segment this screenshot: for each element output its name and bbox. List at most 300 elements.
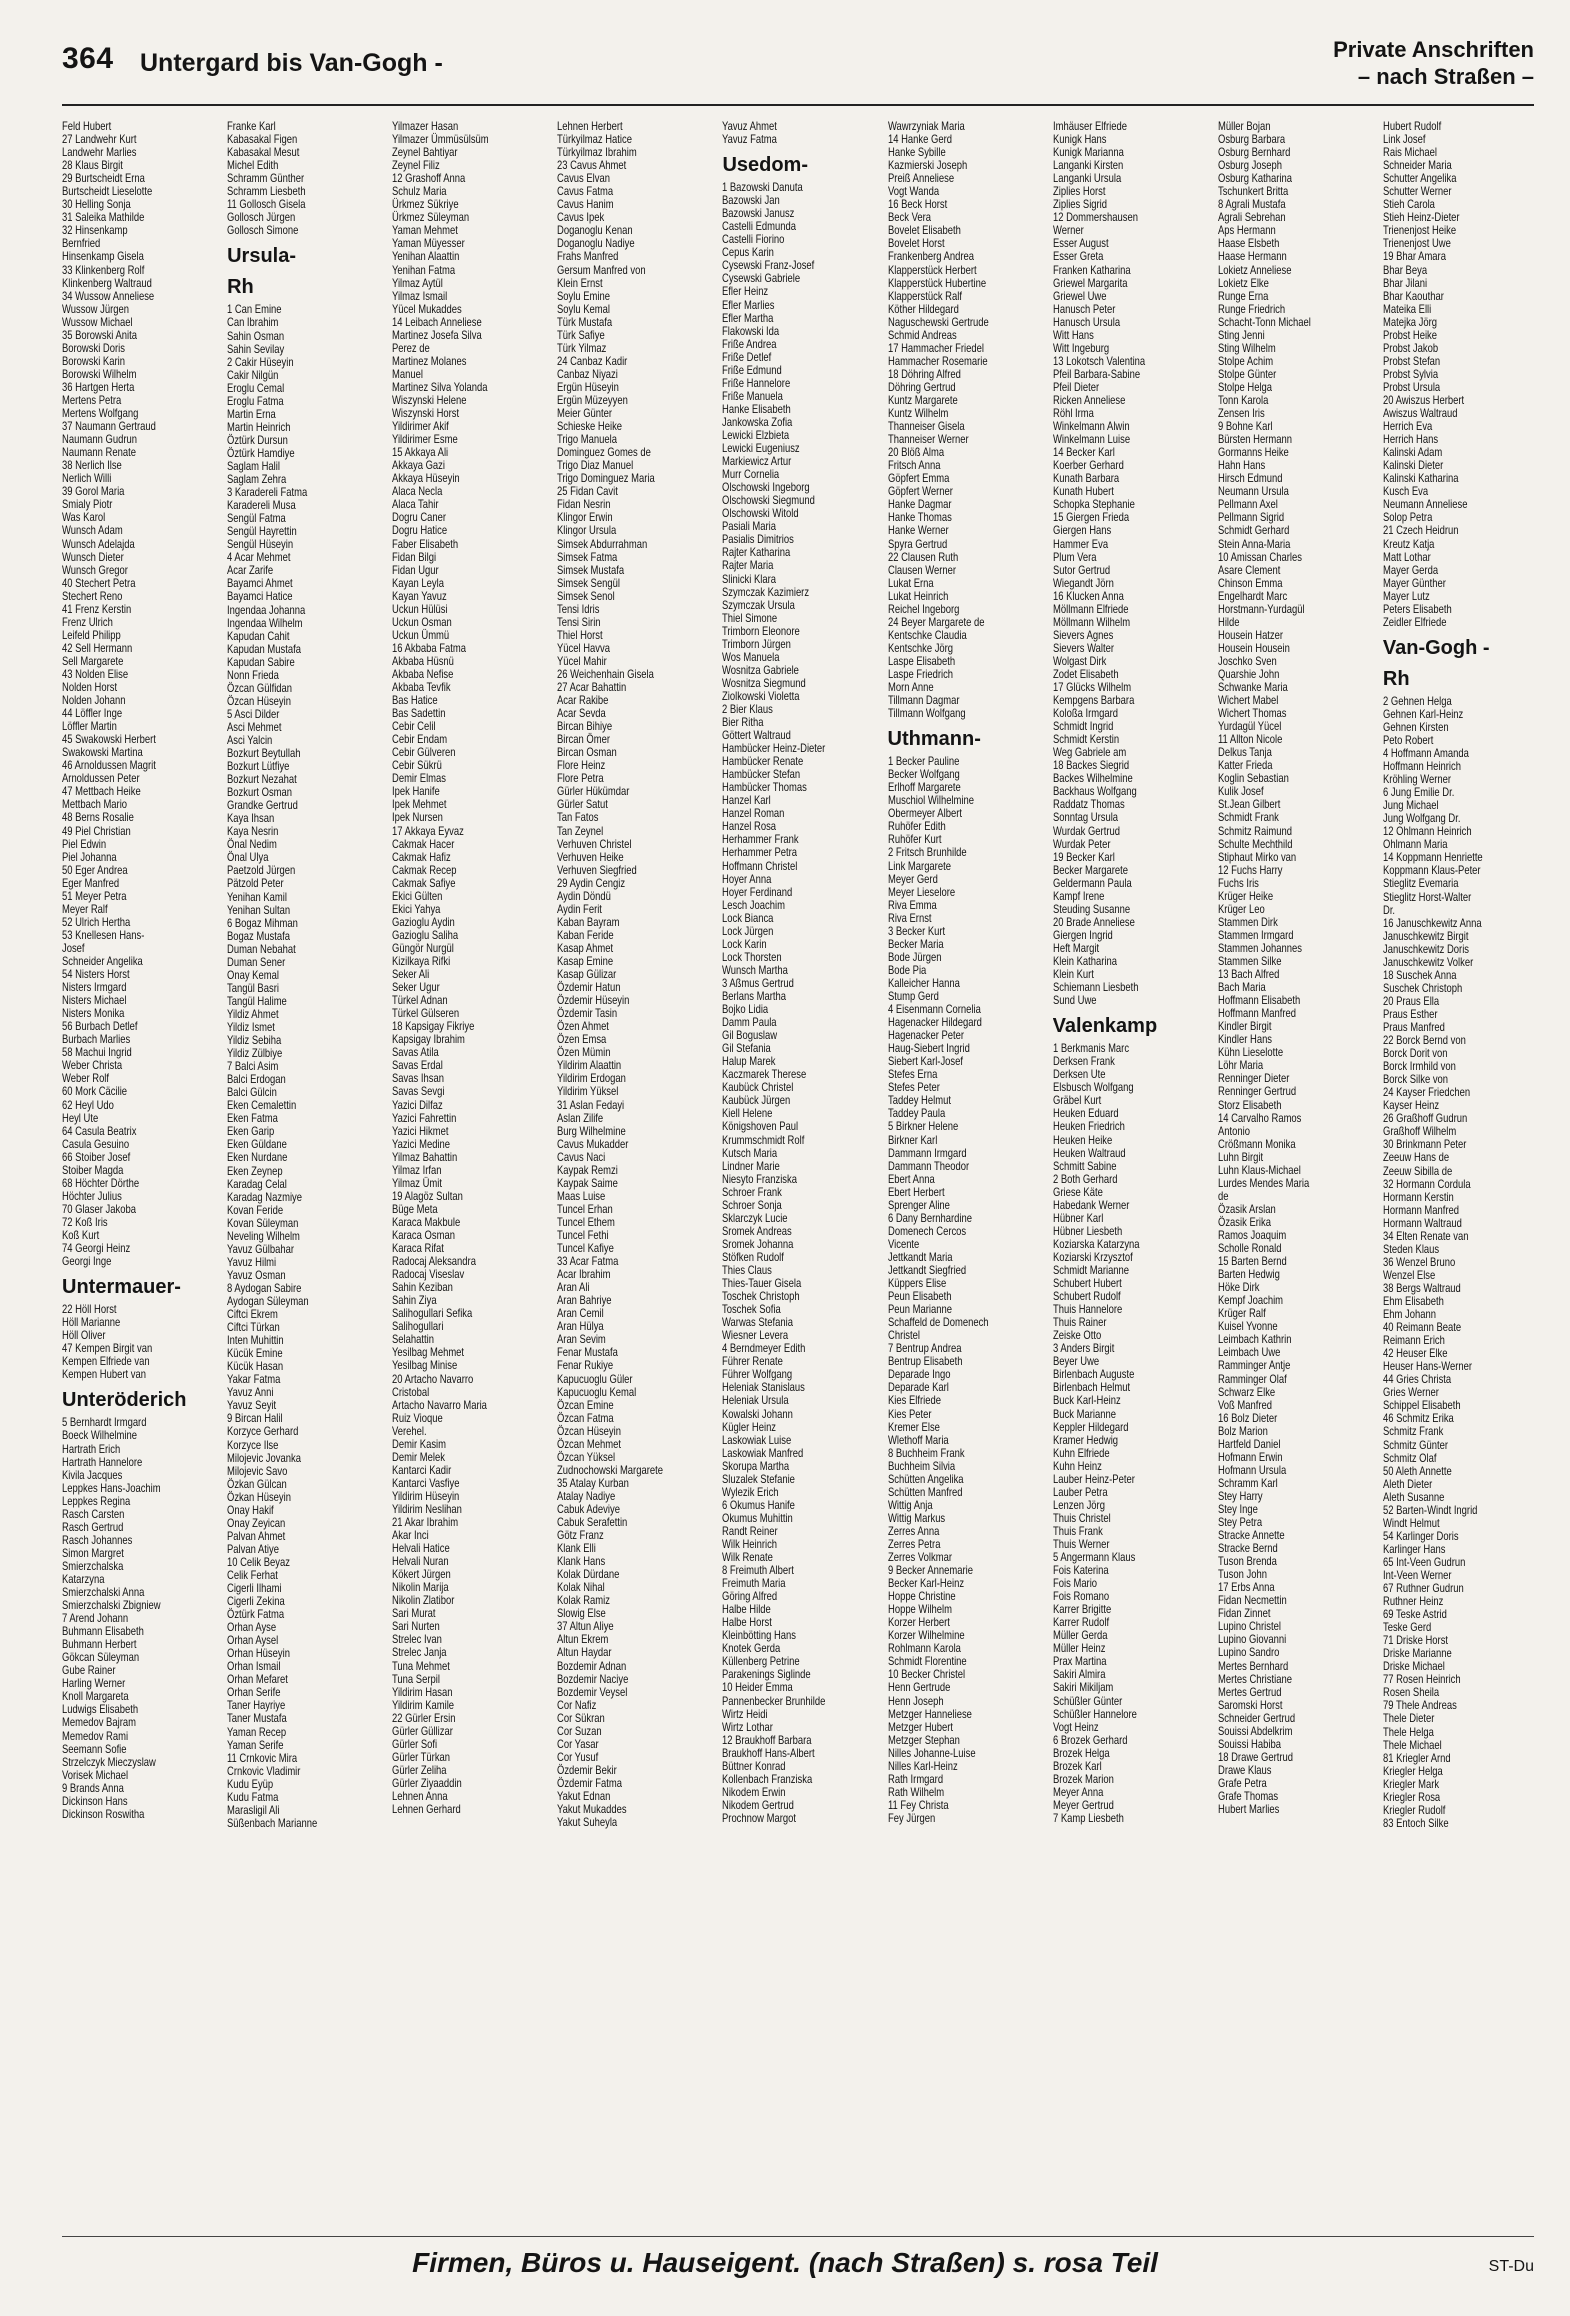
address-entry: Winkelmann Luise <box>1052 432 1130 447</box>
address-entry: Kriegler Rudolf <box>1382 1802 1446 1817</box>
address-entry: Tangül Halime <box>227 993 287 1008</box>
address-entry: Ohlmann Maria <box>1382 837 1448 852</box>
address-entry: 65 Int-Veen Gudrun <box>1382 1554 1466 1569</box>
address-entry: Ramos Joaquim <box>1217 1227 1286 1242</box>
address-entry: Yildirimer Esme <box>392 432 458 447</box>
address-entry: Cakmak Recep <box>392 862 457 877</box>
address-entry: Özdemir Hatun <box>557 980 621 995</box>
address-entry: Kuntz Margarete <box>887 392 958 407</box>
address-entry: Klapperstück Herbert <box>887 262 977 277</box>
address-entry: Kapudan Sabire <box>227 654 295 669</box>
address-entry: Acar Sevda <box>557 706 607 721</box>
address-entry: Kunigk Hans <box>1052 132 1107 147</box>
address-entry: Frankenberg Andrea <box>887 249 974 264</box>
address-entry: Stöfken Rudolf <box>722 1249 785 1264</box>
address-entry: Kampf Irene <box>1052 888 1105 903</box>
address-entry: Yildirim Erdogan <box>557 1071 627 1086</box>
address-entry: Voß Manfred <box>1217 1397 1272 1412</box>
address-entry: Wussow Michael <box>62 314 133 329</box>
address-entry: Borowski Karin <box>62 353 125 368</box>
address-entry: Memedov Rami <box>62 1728 129 1743</box>
address-entry: Nikodem Erwin <box>722 1784 786 1799</box>
address-entry: Kabasakal Figen <box>227 132 298 147</box>
address-entry: Weber Rolf <box>62 1071 110 1086</box>
address-entry: Kizilkaya Rifki <box>392 954 451 968</box>
address-entry: Kaban Bayram <box>557 914 620 929</box>
address-entry: Stey Petra <box>1217 1515 1262 1530</box>
address-entry: Klingor Erwin <box>557 510 613 525</box>
address-entry: Fenar Rukiye <box>557 1358 614 1373</box>
address-entry: Meyer Anna <box>1052 1784 1104 1799</box>
address-entry: Probst Heike <box>1382 327 1437 342</box>
address-entry: Hirsch Edmund <box>1217 471 1283 486</box>
address-entry: Kayan Yavuz <box>392 588 447 603</box>
address-entry: Kaczmarek Therese <box>722 1067 807 1082</box>
address-entry: 24 Kayser Friedchen <box>1382 1085 1470 1100</box>
address-entry: 66 Stoiber Josef <box>62 1149 131 1164</box>
address-entry: Stey Inge <box>1217 1501 1258 1516</box>
address-entry: Wiegandt Jörn <box>1052 575 1114 590</box>
address-entry: Vogt Wanda <box>887 184 939 199</box>
address-entry: Brozek Karl <box>1052 1758 1102 1773</box>
address-entry: 17 Hammacher Friedel <box>887 340 984 355</box>
address-entry: Stolpe Günter <box>1217 366 1277 381</box>
address-entry: Stefes Peter <box>887 1080 940 1095</box>
address-entry: Michel Edith <box>227 158 279 173</box>
address-entry: Lehnen Gerhard <box>392 1802 461 1817</box>
address-entry: 68 Höchter Dörthe <box>62 1175 140 1190</box>
address-entry: Karaca Osman <box>392 1227 456 1242</box>
address-entry: Öztürk Dursun <box>227 432 288 447</box>
address-entry: Friße Andrea <box>722 336 777 351</box>
address-entry: Kreutz Katja <box>1382 536 1435 551</box>
address-entry: Özcan Hüseyin <box>227 693 292 708</box>
address-entry: Skorupa Martha <box>722 1458 790 1473</box>
address-entry: Frahs Manfred <box>557 249 619 264</box>
address-entry: 48 Berns Rosalie <box>62 810 134 825</box>
address-entry: Koglin Sebastian <box>1217 771 1289 786</box>
address-entry: Bircan Osman <box>557 745 618 760</box>
address-entry: Berlans Martha <box>722 989 787 1003</box>
address-entry: Milojevic Savo <box>227 1463 288 1478</box>
address-entry: 20 Praus Ella <box>1382 993 1440 1008</box>
address-entry: Gazioglu Aydin <box>392 914 456 929</box>
address-entry: Feld Hubert <box>62 120 112 133</box>
address-entry: Yakar Fatma <box>227 1372 281 1387</box>
address-entry: Göpfert Werner <box>887 484 953 499</box>
address-entry: Henn Joseph <box>887 1693 944 1708</box>
address-entry: Sonntag Ursula <box>1052 810 1118 825</box>
address-entry: Stoiber Magda <box>62 1162 124 1177</box>
address-entry: Kantarci Vasfiye <box>392 1475 460 1490</box>
address-entry: Sromek Andreas <box>722 1223 793 1238</box>
address-entry: 17 Akkaya Eyvaz <box>392 823 465 838</box>
address-entry: Castelli Edmunda <box>722 219 797 234</box>
address-entry: Taddey Paula <box>887 1106 945 1121</box>
address-entry: Stieglitz Evemaria <box>1382 876 1459 891</box>
address-entry: 20 Artacho Navarro <box>392 1371 474 1386</box>
address-entry: Thuis Hannelore <box>1052 1302 1122 1317</box>
address-entry: Toschek Christoph <box>722 1289 801 1304</box>
address-entry: Türkel Adnan <box>392 993 448 1008</box>
address-entry: Schubert Hubert <box>1052 1276 1122 1291</box>
address-entry: Niesyto Franziska <box>722 1171 798 1186</box>
address-entry: Friße Detlef <box>722 349 772 364</box>
address-entry: Trimborn Jürgen <box>722 636 792 651</box>
address-entry: Kasap Gülizar <box>557 967 617 982</box>
address-entry: Palvan Atiye <box>227 1541 280 1556</box>
address-entry: Klank Hans <box>557 1554 606 1569</box>
address-entry: Plum Vera <box>1052 549 1097 564</box>
address-entry: 5 Angermann Klaus <box>1052 1550 1136 1565</box>
address-entry: 10 Heider Emma <box>722 1680 794 1695</box>
address-entry: Akkaya Gazi <box>392 458 446 473</box>
address-entry: Cebir Sükrü <box>392 758 443 773</box>
address-entry: Özcan Hüseyin <box>557 1423 622 1438</box>
address-entry: Trimborn Eleonore <box>722 623 801 638</box>
address-entry: Birlenbach Helmut <box>1052 1380 1130 1395</box>
address-entry: Yenihan Kamil <box>227 889 288 904</box>
address-entry: Heuken Friedrich <box>1052 1119 1125 1134</box>
address-entry: Schacht-Tonn Michael <box>1217 314 1311 329</box>
address-entry: Bozkurt Beytullah <box>227 746 301 761</box>
address-entry: Schmidt Gerhard <box>1217 523 1290 538</box>
address-entry: Rath Wilhelm <box>887 1784 944 1799</box>
address-entry: Int-Veen Werner <box>1382 1567 1452 1582</box>
address-entry: Buhmann Herbert <box>62 1637 137 1652</box>
address-entry: Önal Ulya <box>227 850 269 865</box>
address-entry: Sklarczyk Lucie <box>722 1210 788 1225</box>
address-entry: 69 Teske Astrid <box>1382 1607 1447 1622</box>
address-entry: Kolak Dürdane <box>557 1567 620 1582</box>
address-entry: Joschko Sven <box>1217 653 1277 668</box>
address-entry: Cavus Mukadder <box>557 1136 629 1151</box>
address-entry: Hübner Liesbeth <box>1052 1223 1122 1238</box>
address-entry: Orhan Ayse <box>227 1620 277 1635</box>
address-entry: Buhmann Elisabeth <box>62 1624 144 1639</box>
address-entry: 2 Both Gerhard <box>1052 1171 1118 1186</box>
address-entry: Raddatz Thomas <box>1052 797 1125 812</box>
address-entry: Asci Yalcin <box>227 732 273 747</box>
address-entry: Zeeuw Hans de <box>1382 1150 1449 1165</box>
address-entry: Gräbel Kurt <box>1052 1093 1101 1108</box>
address-entry: Artacho Navarro Maria <box>392 1397 488 1412</box>
address-entry: 22 Borck Bernd von <box>1382 1033 1466 1048</box>
address-entry: 43 Nolden Elise <box>62 666 129 681</box>
address-entry: Stracke Bernd <box>1217 1541 1278 1556</box>
address-entry: Birlenbach Auguste <box>1052 1367 1134 1382</box>
address-entry: Seemann Sofie <box>62 1741 127 1756</box>
address-entry: 44 Gries Christa <box>1382 1372 1452 1387</box>
address-entry: Cigerli Zekina <box>227 1594 285 1609</box>
address-entry: Sahin Keziban <box>392 1280 454 1295</box>
address-entry: Kaubück Jürgen <box>722 1093 791 1108</box>
address-entry: Leimbach Uwe <box>1217 1345 1281 1360</box>
address-entry: Buck Marianne <box>1052 1406 1116 1421</box>
address-entry: 9 Bircan Halil <box>227 1411 283 1426</box>
address-entry: Helvali Hatice <box>392 1541 450 1556</box>
address-entry: Türk Yilmaz <box>557 340 607 355</box>
address-entry: Preiß Anneliese <box>887 171 954 186</box>
address-entry: Ekici Gülten <box>392 888 443 903</box>
street-heading: Rh <box>227 276 254 299</box>
address-entry: Sahin Ziya <box>392 1293 437 1308</box>
address-entry: Klein Kurt <box>1052 967 1094 982</box>
address-entry: Salihogullari <box>392 1319 444 1334</box>
address-entry: Kriegler Rosa <box>1382 1789 1441 1804</box>
address-entry: Kuntz Wilhelm <box>887 406 948 421</box>
address-entry: Cristobal <box>392 1384 430 1399</box>
address-entry: Yücel Mahir <box>557 653 608 668</box>
address-entry: Probst Sylvia <box>1382 366 1438 381</box>
address-entry: Löffler Martin <box>62 719 117 734</box>
address-entry: Ruiz Vioque <box>392 1410 443 1425</box>
address-entry: Szymczak Ursula <box>722 597 796 612</box>
address-entry: Türkel Gülseren <box>392 1006 460 1021</box>
address-entry: 19 Bhar Amara <box>1382 249 1446 264</box>
address-entry: Wolgast Dirk <box>1052 653 1106 668</box>
address-entry: Cebir Gülveren <box>392 745 456 760</box>
address-entry: Röhl Irma <box>1052 406 1094 421</box>
address-entry: Hanke Elisabeth <box>722 401 792 416</box>
address-entry: Zeynel Bahtiyar <box>392 145 458 160</box>
address-entry: Löhr Maria <box>1217 1058 1263 1073</box>
address-entry: Kempgens Barbara <box>1052 693 1134 708</box>
address-entry: 4 Acar Mehmet <box>227 550 291 565</box>
address-entry: Sakiri Mikiljam <box>1052 1680 1113 1695</box>
address-entry: Ergün Müzeyyen <box>557 392 629 407</box>
address-entry: Yavuz Hilmi <box>227 1254 277 1269</box>
address-entry: Özdemir Bekir <box>557 1762 618 1777</box>
address-entry: Cor Yusuf <box>557 1749 599 1764</box>
address-entry: Yildirim Kamile <box>392 1697 455 1712</box>
address-entry: 53 Knellesen Hans- <box>62 927 145 942</box>
address-entry: Dogru Hatice <box>392 523 448 538</box>
address-entry: Wichert Mabel <box>1217 693 1279 708</box>
address-entry: Sprenger Aline <box>887 1197 950 1212</box>
address-entry: Spyra Gertrud <box>887 536 947 551</box>
address-entry: Borck Irmhild von <box>1382 1059 1456 1074</box>
address-entry: Korzyce Ilse <box>227 1437 279 1452</box>
address-entry: 34 Wussow Anneliese <box>62 288 155 303</box>
address-entry: Freimuth Maria <box>722 1576 786 1591</box>
address-entry: Tuncel Fethi <box>557 1227 609 1242</box>
address-entry: Esser August <box>1052 236 1109 251</box>
address-entry: Schulz Maria <box>392 184 447 199</box>
address-entry: Warwas Stefania <box>722 1315 794 1330</box>
address-entry: Schmidt Ingrid <box>1052 719 1113 734</box>
address-entry: 6 Bogaz Mihman <box>227 915 298 930</box>
address-entry: Bach Maria <box>1217 980 1266 995</box>
address-entry: Kayan Leyla <box>392 575 445 590</box>
address-entry: Yilmaz Bahattin <box>392 1149 458 1164</box>
address-entry: Önal Nedim <box>227 837 277 852</box>
address-entry: Osburg Bernhard <box>1217 145 1291 160</box>
address-entry: Bode Jürgen <box>887 949 942 964</box>
address-entry: Stracke Annette <box>1217 1528 1285 1543</box>
address-entry: Hoppe Wilhelm <box>887 1602 952 1617</box>
address-entry: Flore Heinz <box>557 758 606 773</box>
address-entry: Taner Hayriye <box>227 1698 286 1713</box>
address-entry: Schneider Gertrud <box>1217 1710 1295 1725</box>
address-entry: Wylezik Erich <box>722 1484 779 1499</box>
address-entry: 24 Beyer Margarete de <box>887 614 985 629</box>
directory-column <box>1218 120 1377 2230</box>
address-entry: Eroglu Cemal <box>227 380 285 395</box>
address-entry: Doganoglu Nadiye <box>557 236 635 251</box>
address-entry: Hambücker Heinz-Dieter <box>722 741 826 756</box>
address-entry: Hahn Hans <box>1217 458 1265 473</box>
address-entry: Arnoldussen Peter <box>62 771 140 786</box>
address-entry: Gürler Güllizar <box>392 1723 454 1738</box>
address-entry: Birkner Karl <box>887 1132 937 1147</box>
address-entry: 35 Atalay Kurban <box>557 1475 630 1490</box>
address-entry: 31 Saleika Mathilde <box>62 210 145 225</box>
address-entry: Kröhling Werner <box>1382 772 1451 787</box>
address-entry: Büge Meta <box>392 1201 438 1216</box>
address-entry: Hagenacker Peter <box>887 1028 964 1043</box>
address-entry: Nerlich Willi <box>62 471 112 486</box>
address-entry: Tensi Idris <box>557 601 600 616</box>
address-entry: Zeeuw Sibilla de <box>1382 1163 1453 1178</box>
address-entry: Kempen Elfriede van <box>62 1354 150 1369</box>
address-entry: Beyer Uwe <box>1052 1354 1099 1369</box>
address-entry: Laskowiak Luise <box>722 1432 792 1447</box>
address-entry: Storz Elisabeth <box>1217 1097 1282 1112</box>
address-entry: Yilmaz Irfan <box>392 1162 442 1177</box>
address-entry: Martin Heinrich <box>227 419 291 434</box>
address-entry: Nilles Johanne-Luise <box>887 1745 976 1760</box>
address-entry: Schmitz Frank <box>1382 1424 1444 1439</box>
address-entry: Karadag Celal <box>227 1176 287 1191</box>
address-entry: Maas Luise <box>557 1188 606 1203</box>
address-entry: 37 Naumann Gertraud <box>62 419 156 434</box>
address-entry: Schmitz Olaf <box>1382 1450 1437 1465</box>
address-entry: Inten Muhittin <box>227 1333 284 1348</box>
address-entry: Osburg Barbara <box>1217 132 1285 147</box>
address-entry: Casula Gesuino <box>62 1136 130 1151</box>
address-entry: Ziplies Horst <box>1052 184 1106 199</box>
address-entry: 6 Jung Emilie Dr. <box>1382 785 1455 800</box>
address-entry: Hoppe Christine <box>887 1589 956 1604</box>
address-entry: Zeiske Otto <box>1052 1328 1101 1343</box>
address-entry: Sengül Hayrettin <box>227 524 297 539</box>
address-entry: Frenz Ulrich <box>62 614 113 629</box>
address-entry: Jung Michael <box>1382 798 1439 813</box>
address-entry: Stey Harry <box>1217 1488 1263 1503</box>
address-entry: Wlethoff Maria <box>887 1432 949 1447</box>
address-entry: 19 Becker Karl <box>1052 849 1115 864</box>
address-entry: Kramer Hedwig <box>1052 1432 1118 1447</box>
address-entry: Hanusch Ursula <box>1052 314 1120 329</box>
address-entry: 4 Berndmeyer Edith <box>722 1341 806 1356</box>
address-entry: Taner Mustafa <box>227 1711 287 1726</box>
address-entry: Kies Elfriede <box>887 1393 941 1408</box>
address-entry: 2 Bier Klaus <box>722 701 774 716</box>
address-entry: 9 Becker Annemarie <box>887 1563 973 1578</box>
address-entry: Kügler Heinz <box>722 1419 777 1434</box>
address-entry: Wosnitza Siegmund <box>722 675 807 690</box>
address-entry: 14 Hanke Gerd <box>887 132 952 147</box>
address-entry: Aleth Susanne <box>1382 1489 1445 1504</box>
address-entry: Akbaba Tevfik <box>392 680 451 695</box>
address-entry: Delkus Tanja <box>1217 745 1272 760</box>
address-entry: Kalleicher Hanna <box>887 975 960 990</box>
address-entry: Köther Hildegard <box>887 301 959 316</box>
address-entry: Kaban Feride <box>557 927 614 942</box>
street-heading: Rh <box>1382 667 1410 690</box>
address-entry: Eroglu Fatma <box>227 393 284 408</box>
address-entry: Herrich Hans <box>1382 432 1438 447</box>
address-entry: Praus Esther <box>1382 1006 1438 1021</box>
address-entry: Ruthner Heinz <box>1382 1594 1444 1609</box>
address-entry: Kasap Emine <box>557 954 614 968</box>
address-entry: Wurdak Peter <box>1052 836 1111 851</box>
address-entry: 16 Bolz Dieter <box>1217 1410 1278 1425</box>
address-entry: 74 Georgi Heinz <box>62 1241 131 1256</box>
address-entry: 18 Backes Siegrid <box>1052 758 1129 773</box>
address-entry: Flore Petra <box>557 771 605 786</box>
address-entry: Führer Renate <box>722 1354 784 1369</box>
address-entry: Cakmak Hafiz <box>392 849 451 864</box>
address-entry: Rosen Sheila <box>1382 1685 1440 1700</box>
address-entry: Krüger Leo <box>1217 901 1265 916</box>
address-entry: Kücük Emine <box>227 1346 283 1361</box>
address-entry: Tillmann Dagmar <box>887 693 960 708</box>
address-entry: Stammen Dirk <box>1217 914 1278 929</box>
address-entry: Kunath Barbara <box>1052 471 1119 486</box>
address-entry: Heuken Eduard <box>1052 1106 1119 1121</box>
address-entry: Savas Atila <box>392 1045 439 1060</box>
street-heading: Untermauer- <box>62 1276 181 1299</box>
address-entry: 2 Fritsch Brunhilde <box>887 845 967 860</box>
address-entry: Graßhoff Wilhelm <box>1382 1124 1457 1139</box>
address-entry: Ebert Anna <box>887 1171 935 1186</box>
address-entry: Özasik Arslan <box>1217 1201 1276 1216</box>
address-entry: Özdemir Tasin <box>557 1006 618 1021</box>
address-entry: Giergen Ingrid <box>1052 927 1113 942</box>
address-entry: Yurdagül Yücel <box>1217 719 1282 734</box>
address-entry: Halup Marek <box>722 1054 776 1069</box>
address-entry: Hartrath Erich <box>62 1441 121 1456</box>
address-entry: Asci Mehmet <box>227 719 282 734</box>
address-entry: Knoll Margareta <box>62 1689 129 1704</box>
address-entry: Katarzyna <box>62 1571 105 1586</box>
address-entry: Mertes Gertrud <box>1217 1684 1282 1699</box>
address-entry: Sahin Sevilay <box>227 341 285 356</box>
address-entry: Zodet Elisabeth <box>1052 666 1119 681</box>
address-entry: Yilmazer Hasan <box>392 120 459 133</box>
corner-title-line2: – nach Straßen – <box>1357 64 1534 89</box>
directory-column <box>557 120 716 2230</box>
address-entry: Kaya Ihsan <box>227 811 275 826</box>
address-entry: Cabuk Serafettin <box>557 1515 628 1530</box>
address-entry: Kühn Lieselotte <box>1217 1045 1283 1060</box>
address-entry: Horstmann-Yurdagül <box>1217 601 1305 616</box>
address-entry: Sengül Hüseyin <box>227 537 294 552</box>
address-entry: 5 Birkner Helene <box>887 1119 958 1134</box>
address-entry: 13 Bach Alfred <box>1217 967 1280 982</box>
address-entry: Yavuz Seyit <box>227 1398 277 1413</box>
address-entry: Ziplies Sigrid <box>1052 197 1107 212</box>
address-entry: Slinicki Klara <box>722 571 777 586</box>
address-entry: St.Jean Gilbert <box>1217 797 1281 812</box>
address-entry: Crnkovic Vladimir <box>227 1763 301 1778</box>
address-entry: 52 Barten-Windt Ingrid <box>1382 1502 1478 1517</box>
address-entry: Pannenbecker Brunhilde <box>722 1693 826 1708</box>
address-entry: Kutsch Maria <box>722 1145 778 1160</box>
address-entry: Lock Thorsten <box>722 949 783 964</box>
